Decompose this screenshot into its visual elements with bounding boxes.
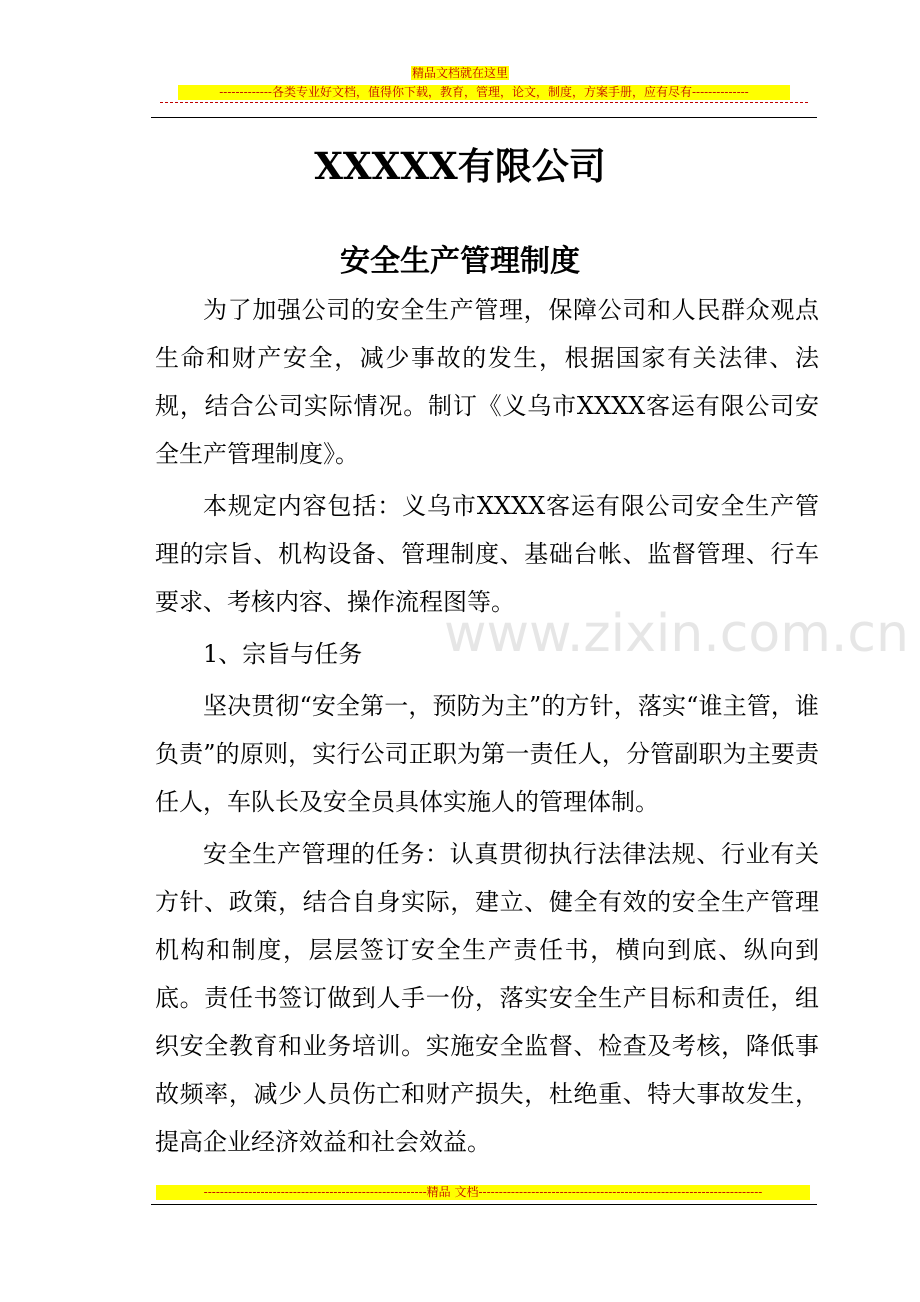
- paragraph: 坚决贯彻“安全第一，预防为主”的方针，落实“谁主管，谁负责”的原则，实行公司正职为第一责任人，分管副职为主要责任人，车队长及安全员具体实施人的管理体制。: [155, 692, 819, 816]
- footer-rule: [151, 1204, 817, 1205]
- footer-banner: -------------------------------------------------------精品 文档----------------------------------------------------------------------: [156, 1185, 810, 1200]
- header-dashed-divider: [160, 102, 808, 103]
- watermark-text: www.zixin.com.cn: [444, 604, 909, 664]
- paragraph: 为了加强公司的安全生产管理，保障公司和人民群众观点生命和财产安全，减少事故的发生，根据国家有关法律、法规，结合公司实际情况。制订《义乌市XXXX客运有限公司安全生产管理制度》。: [155, 296, 819, 468]
- company-title: XXXXX有限公司: [314, 144, 606, 188]
- header-tagline: [0, 66, 920, 80]
- header-banner: -------------各类专业好文档，值得你下载，教育，管理，论文，制度，方案手册，应有尽有--------------: [178, 85, 790, 100]
- section-heading: 1、宗旨与任务: [203, 640, 363, 668]
- paragraph: 本规定内容包括：义乌市XXXX客运有限公司安全生产管理的宗旨、机构设备、管理制度、基础台帐、监督管理、行车要求、考核内容、操作流程图等。: [155, 492, 819, 616]
- header-tagline-text: 精品文档就在这里: [411, 66, 508, 80]
- header-rule: [151, 117, 817, 118]
- document-body: [155, 286, 819, 1170]
- document-title: 安全生产管理制度: [340, 244, 580, 279]
- paragraph: 安全生产管理的任务：认真贯彻执行法律法规、行业有关方针、政策，结合自身实际，建立、健全有效的安全生产管理机构和制度，层层签订安全生产责任书，横向到底、纵向到底。责任书签订做到人手一份，落实安全生产目标和责任，组织安全教育和业务培训。实施安全监督、检查及考核，降低事故频率，减少人员伤亡和财产损失，杜绝重、特大事故发生，提高企业经济效益和社会效益。: [155, 840, 819, 1156]
